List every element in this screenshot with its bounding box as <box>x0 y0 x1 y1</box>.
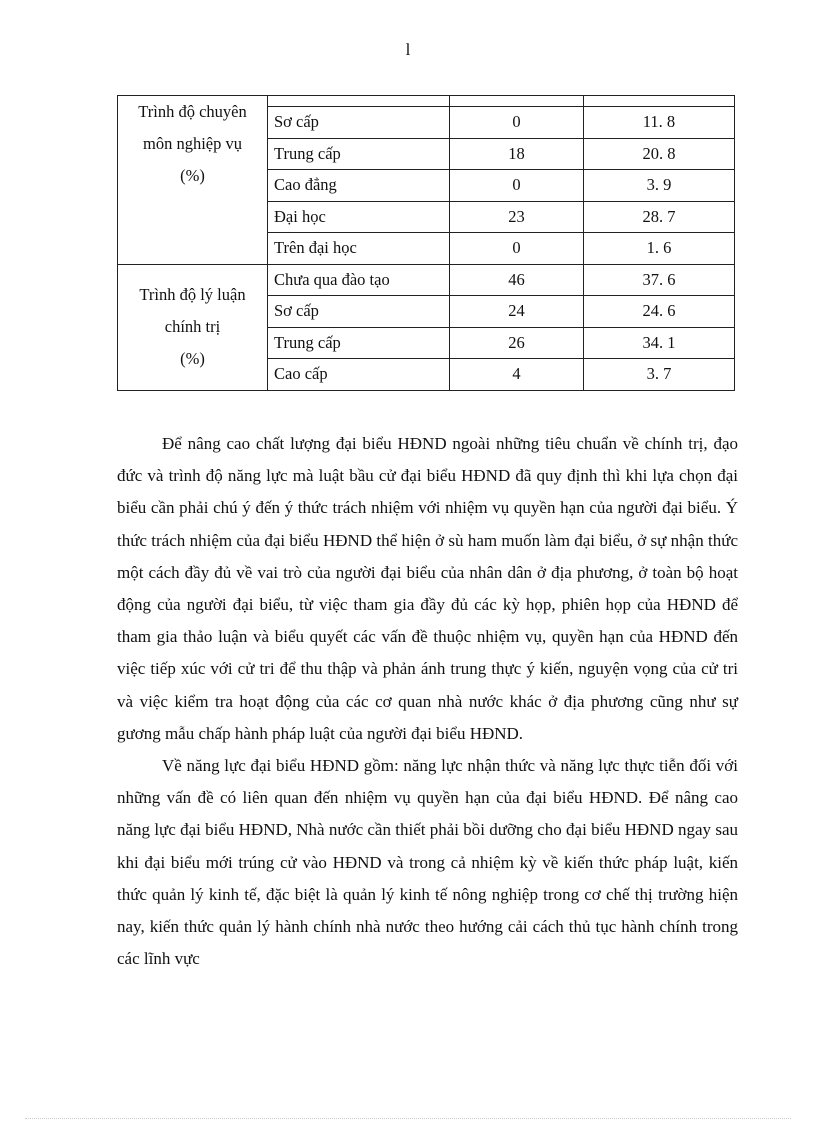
paragraph: Để nâng cao chất lượng đại biểu HĐND ngoài những tiêu chuẩn về chính trị, đạo đức và trình độ năng lực mà luật bầu cử đại biểu HĐND đã quy định thì khi lựa chọn đại biểu cần phải chú ý đến ý thức trách nhiệm với nhiệm vụ quyền hạn của người đại biểu. Ý thức trách nhiệm của đại biểu HĐND thể hiện ở sù ham muốn làm đại biểu, ở sự nhận thức một cách đầy đủ về vai trò của người đại biểu của nhân dân ở địa phương, ở toàn bộ hoạt động của người đại biểu, từ việc tham gia đầy đủ các kỳ họp, phiên họp của HĐND để tham gia thảo luận và biểu quyết các vấn đề thuộc nhiệm vụ, quyền hạn của HĐND đến việc tiếp xúc với cử tri để thu thập và phản ánh trung thực ý kiến, nguyện vọng của cử tri và việc kiểm tra hoạt động của các cơ quan nhà nước khác ở địa phương cũng như sự gương mẫu chấp hành pháp luật của người đại biểu HĐND. <box>117 434 738 743</box>
page-number: l <box>405 40 411 59</box>
row-label: Trên đại học <box>268 233 450 265</box>
value-col2: 11. 8 <box>584 107 735 139</box>
row-label: Chưa qua đào tạo <box>268 264 450 296</box>
group-label-line: Trình độ chuyên <box>138 102 247 121</box>
value-col1: 4 <box>450 359 584 391</box>
group-label-political <box>118 264 268 390</box>
value-col1: 23 <box>450 201 584 233</box>
value-col1: 24 <box>450 296 584 328</box>
value-col2: 3. 9 <box>584 170 735 202</box>
value-col1: 0 <box>450 233 584 265</box>
value-col2: 3. 7 <box>584 359 735 391</box>
table-row <box>118 264 735 296</box>
table-cell <box>584 96 735 107</box>
group-label-professional <box>118 96 268 265</box>
value-col1: 26 <box>450 327 584 359</box>
table-row <box>118 96 735 107</box>
group-label-line: (%) <box>180 166 205 185</box>
value-col2: 1. 6 <box>584 233 735 265</box>
body-text <box>117 428 738 975</box>
value-col2: 37. 6 <box>584 264 735 296</box>
table-cell <box>268 96 450 107</box>
row-label: Sơ cấp <box>268 107 450 139</box>
row-label: Cao cấp <box>268 359 450 391</box>
value-col2: 34. 1 <box>584 327 735 359</box>
paragraph: Về năng lực đại biểu HĐND gồm: năng lực nhận thức và năng lực thực tiễn đối với những vấn đề có liên quan đến nhiệm vụ quyền hạn của đại biểu HĐND. Để nâng cao năng lực đại biểu HĐND, Nhà nước cần thiết phải bồi dưỡng cho đại biểu HĐND ngay sau khi đại biểu mới trúng cử vào HĐND và trong cả nhiệm kỳ về kiến thức pháp luật, kiến thức quản lý kinh tế, đặc biệt là quản lý kinh tế nông nghiệp trong cơ chế thị trường hiện nay, kiến thức quản lý hành chính nhà nước theo hướng cải cách thủ tục hành chính trong các lĩnh vực <box>117 756 738 969</box>
value-col2: 24. 6 <box>584 296 735 328</box>
row-label: Trung cấp <box>268 138 450 170</box>
value-col1: 46 <box>450 264 584 296</box>
group-label-line: Trình độ lý luận <box>139 285 246 304</box>
group-label-line: (%) <box>180 349 205 368</box>
table-cell <box>450 96 584 107</box>
value-col1: 18 <box>450 138 584 170</box>
statistics-table <box>117 95 735 391</box>
value-col1: 0 <box>450 170 584 202</box>
row-label: Cao đẳng <box>268 170 450 202</box>
group-label-line: chính trị <box>164 317 221 336</box>
value-col2: 28. 7 <box>584 201 735 233</box>
row-label: Đại học <box>268 201 450 233</box>
row-label: Sơ cấp <box>268 296 450 328</box>
value-col2: 20. 8 <box>584 138 735 170</box>
page-bottom-divider <box>25 1118 791 1119</box>
row-label: Trung cấp <box>268 327 450 359</box>
value-col1: 0 <box>450 107 584 139</box>
group-label-line: môn nghiệp vụ <box>143 134 242 153</box>
